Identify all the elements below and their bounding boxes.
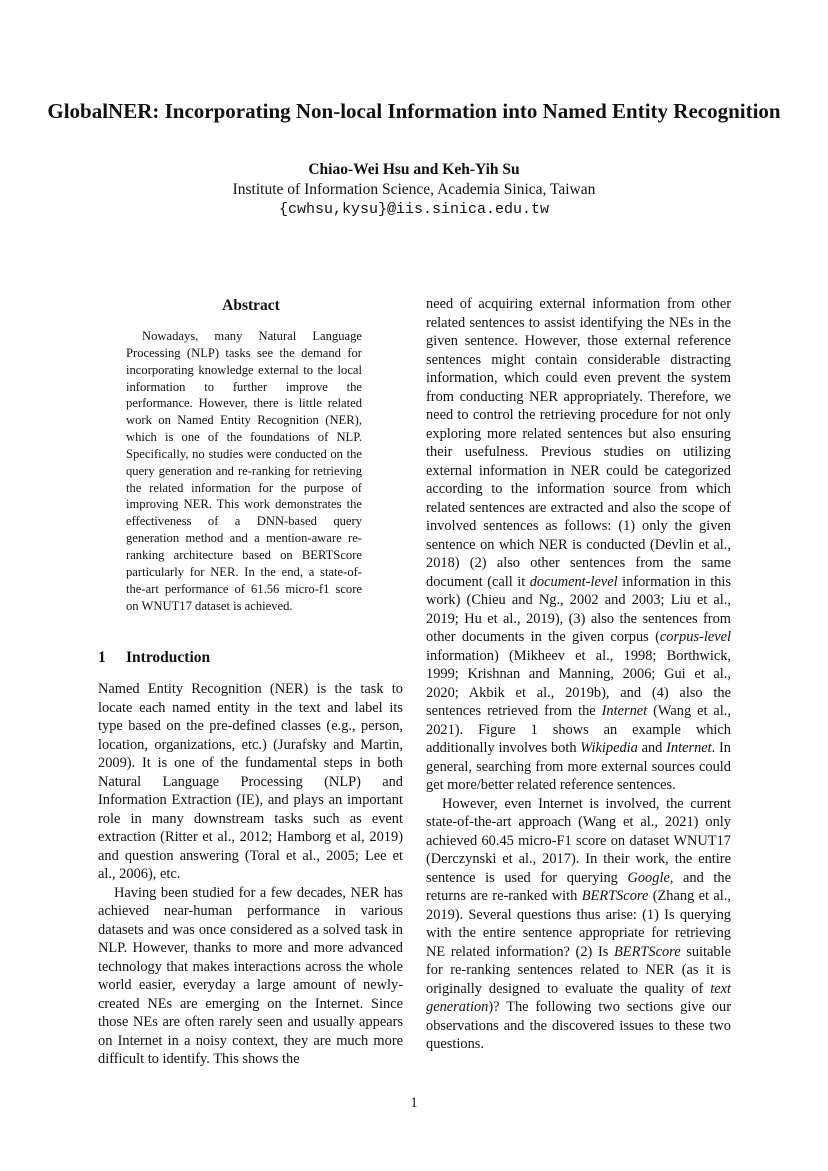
- emphasis-bertscore-2: BERTScore: [614, 943, 681, 960]
- author-block: [0, 160, 828, 220]
- page-number: 1: [410, 1095, 418, 1111]
- emphasis-wikipedia: Wikipedia: [580, 740, 638, 756]
- affiliation: Institute of Information Science, Academia Sinica, Taiwan: [232, 181, 596, 198]
- intro-paragraph-1: Named Entity Recognition (NER) is the task to locate each named entity in the text and label its type based on the pre-defined classes (e.g., person, location, organizations, etc.) (Jurafsky and Martin, 2009). It is one of the fundamental steps in both Natural Language Processing (NLP) and Information Extraction (IE), and plays an important role in many downstream tasks such as event extraction (Ritter et al., 2012; Hamborg et al, 2019) and question answering (Toral et al., 2005; Lee et al., 2006), etc.: [98, 681, 403, 882]
- right-column-body: [426, 295, 731, 1054]
- intro-paragraph-2: Having been studied for a few decades, NER has achieved near-human performance in various datasets and was once considered as a solved task in NLP. However, thanks to more and more advanced technology that makes interactions across the whole world easier, everyday a large amount of newly-created NEs are emerging on the Internet. Since those NEs are often rarely seen and usually appears on Internet in a noisy context, they are much more difficult to identify. This shows the: [98, 884, 403, 1067]
- emphasis-google: Google: [627, 869, 670, 886]
- abstract-body: Nowadays, many Natural Language Processing (NLP) tasks see the demand for incorporating knowledge external to the local information to further improve the performance. However, there is little related work on Named Entity Recognition (NER), which is one of the foundations of NLP. Specifically, no studies were conducted on the query generation and re-ranking for retrieving the related information for the purpose of improving NER. This work demonstrates the effectiveness of a DNN-based query generation method and a mention-aware re-ranking architecture based on BERTScore particularly for NER. In the end, a state-of-the-art performance of 61.56 micro-f1 score on WNUT17 dataset is achieved.: [126, 329, 362, 613]
- abstract-heading: Abstract: [222, 297, 280, 314]
- author-email: {cwhsu,kysu}@iis.sinica.edu.tw: [278, 201, 550, 218]
- paper-title: GlobalNER: Incorporating Non-local Information into Named Entity Recognition: [47, 99, 781, 123]
- intro-paragraph-2-continued: need of acquiring external information from other related sentences to assist identifying the NEs in the given sentence. However, those external reference sentences might contain considerable distracting information, which could even prevent the system from conducting NER appropriately. Therefore, we need to control the retrieving procedure for not only exploring more related sentences but also ensuring their usefulness. Previous studies on utilizing external information in NER could be categorized according to the information source from which related sentences are extracted and also the scope of involved sentences as follows: (1) only the given sentence on which NER is conducted (Devlin et al., 2018) (2) also other sentences from the same document (call it document-level information in this work) (Chieu and Ng., 2002 and 2003; Liu et al., 2019; Hu et al., 2019), (3) also the sentences from other documents in the given corpus (corpus-level information) (Mikheev et al., 1998; Borthwick, 1999; Krishnan and Manning, 2006; Gui et al., 2020; Akbik et al., 2019b), and (4) also the sentences retrieved from the Internet (Wang et al., 2021). Figure 1 shows an example which additionally involves both Wikipedia and Internet. In general, searching from more external sources could get more/better related reference sentences.: [426, 296, 731, 793]
- intro-paragraph-3: However, even Internet is involved, the current state-of-the-art approach (Wang et al., 2021) only achieved 60.45 micro-F1 score on dataset WNUT17 (Derczynski et al., 2017). In their work, the entire sentence is used for querying Google, and the returns are re-ranked with BERTScore (Zhang et al., 2019). Several questions thus arise: (1) Is querying with the entire sentence appropriate for retrieving NE related information? (2) Is BERTScore suitable for re-ranking sentences related to NER (as it is originally designed to evaluate the quality of text generation)? The following two sections give our observations and the discovered issues to these two questions.: [426, 795, 732, 1052]
- section-heading-introduction: [98, 648, 210, 668]
- emphasis-internet-2: Internet: [666, 740, 712, 756]
- left-column-body: [98, 680, 403, 1069]
- emphasis-text-generation: text generation: [426, 980, 731, 1015]
- author-names: Chiao-Wei Hsu and Keh-Yih Su: [308, 161, 520, 178]
- emphasis-internet: Internet: [601, 703, 648, 719]
- emphasis-document-level: document-level: [529, 573, 618, 590]
- section-number: 1: [98, 649, 106, 666]
- section-title: Introduction: [126, 649, 211, 666]
- emphasis-bertscore: BERTScore: [581, 888, 649, 904]
- emphasis-corpus-level: corpus-level: [659, 629, 731, 645]
